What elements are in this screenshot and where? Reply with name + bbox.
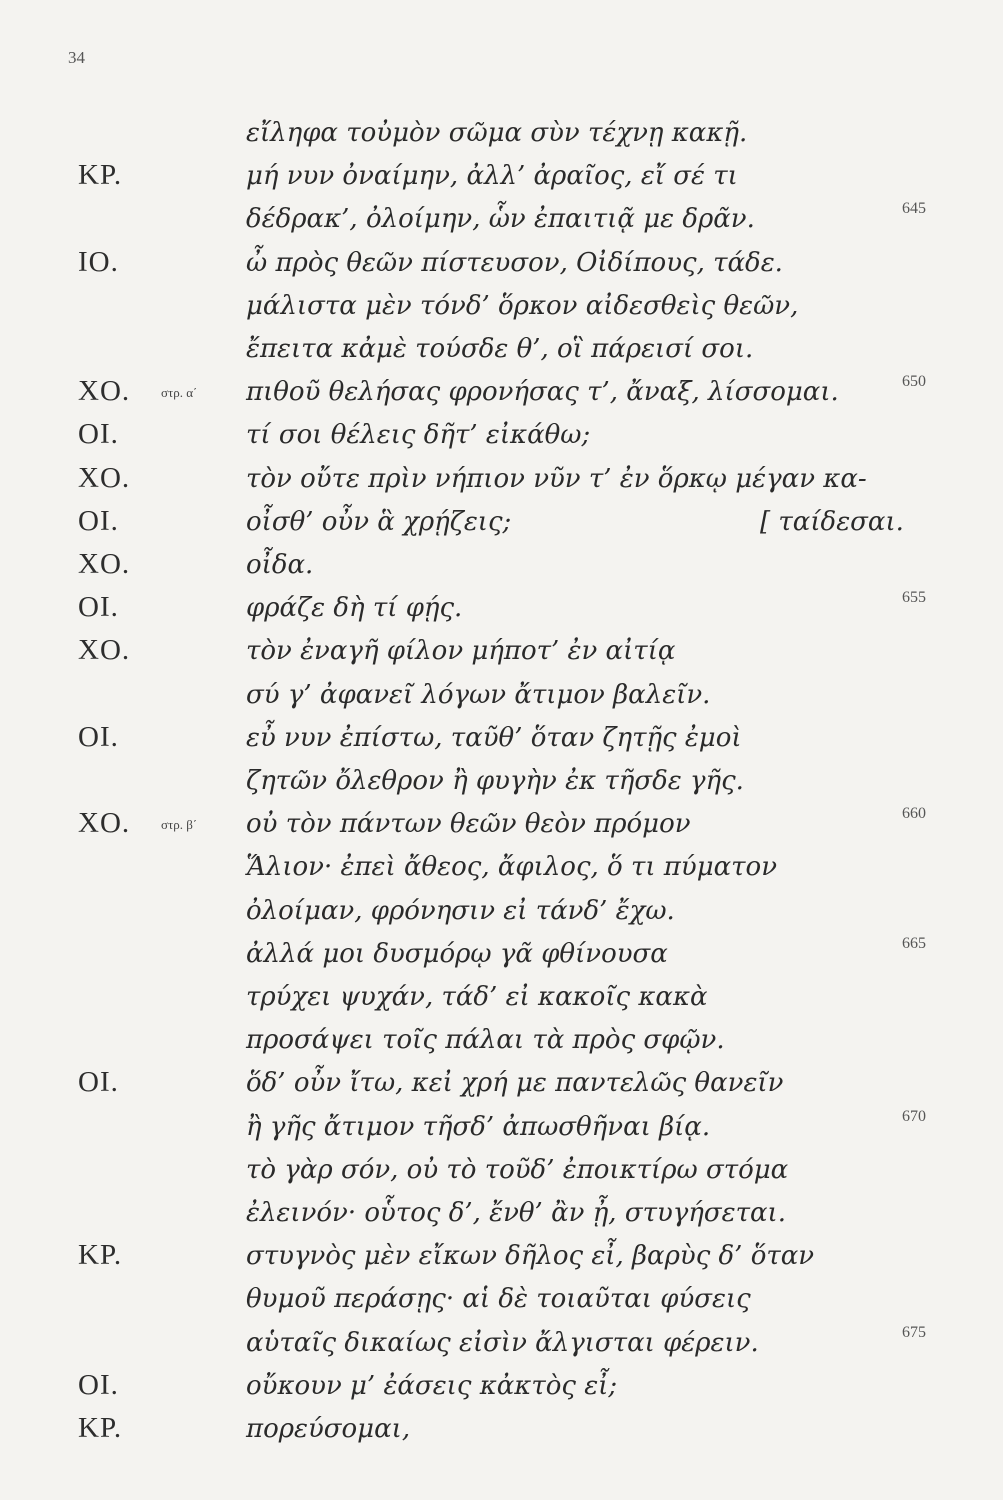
verse-line [0,1108,1003,1148]
verse-continuation: [ ταίδεσαι. [760,506,904,537]
verse-line [0,848,1003,888]
verse-line [0,373,1003,413]
verse-line [0,287,1003,327]
verse-text: πορεύσομαι, [246,1414,411,1444]
verse-text: οὐ τὸν πάντων θεῶν θεὸν πρόμον [246,809,691,840]
speaker-label: ΟΙ. [78,504,119,537]
verse-text: ἢ γῆς ἄτιμον τῆσδ’ ἀπωσθῆναι βίᾳ. [246,1111,711,1142]
verse-line [0,805,1003,845]
verse-line [0,330,1003,370]
verse-text: ὅδ’ οὖν ἴτω, κεἰ χρή με παντελῶς θανεῖν [246,1068,784,1099]
verse-line [0,460,1003,500]
strophe-marker: στρ. α΄ [161,385,198,401]
line-number: 650 [902,373,926,391]
verse-text: θυμοῦ περάσῃς· αἱ δὲ τοιαῦται φύσεις [246,1284,751,1315]
speaker-label: ΟΙ. [78,591,119,624]
verse-line [0,546,1003,586]
line-number: 660 [902,805,926,823]
verse-line [0,114,1003,154]
verse-line [0,157,1003,197]
verse-line [0,1064,1003,1104]
speaker-label: ΙΟ. [78,245,119,278]
speaker-label: ΧΟ. [78,548,131,580]
speaker-label: ΧΟ. [78,634,131,667]
verse-text: τί σοι θέλεις δῆτ’ εἰκάθω; [246,420,591,451]
verse-line [0,892,1003,932]
verse-line [0,632,1003,672]
speaker-label: ΚΡ. [78,1412,123,1444]
verse-text: στυγνὸς μὲν εἴκων δῆλος εἶ, βαρὺς δ’ ὅταν [246,1241,815,1272]
line-number: 645 [902,200,926,218]
speaker-label: ΚΡ. [78,159,123,192]
verse-text: πιθοῦ θελήσας φρονήσας τ’, ἄναξ, λίσσομαι. [246,377,839,408]
line-number: 665 [902,934,926,952]
strophe-marker: στρ. β΄ [161,817,198,833]
verse-text: τὸν οὔτε πρὶν νήπιον νῦν τ’ ἐν ὅρκῳ μέγαν κα- [246,463,867,494]
verse-text: ἐλεινόν· οὗτος δ’, ἔνθ’ ἂν ᾖ, στυγήσεται. [246,1198,786,1228]
line-number: 675 [902,1323,926,1341]
verse-line [0,1367,1003,1407]
verse-text: οἶδα. [246,550,314,580]
verse-line [0,1324,1003,1364]
verse-text: ἔπειτα κἀμὲ τούσδε θ’, οἳ πάρεισί σοι. [246,334,754,364]
verse-line [0,200,1003,240]
speaker-label: ΟΙ. [78,720,119,753]
verse-text: ζητῶν ὄλεθρον ἢ φυγὴν ἐκ τῆσδε γῆς. [246,766,744,796]
verse-line [0,1151,1003,1191]
verse-line [0,1410,1003,1450]
verse-text: φράζε δὴ τί φῄς. [246,593,463,624]
verse-text: εἴληφα τοὐμὸν σῶμα σὺν τέχνῃ κακῇ. [246,118,748,148]
speaker-label: ΧΟ. [78,807,131,840]
line-number: 655 [902,589,926,607]
verse-text: αὑταῖς δικαίως εἰσὶν ἄλγισται φέρειν. [246,1327,759,1358]
verse-line [0,719,1003,759]
verse-text: ἀλλά μοι δυσμόρῳ γᾶ φθίνουσα [246,938,668,969]
verse-text: ὦ πρὸς θεῶν πίστευσον, Οἰδίπους, τάδε. [246,247,783,278]
line-number: 670 [902,1107,926,1125]
verse-text: δέδρακ’, ὀλοίμην, ὧν ἐπαιτιᾷ με δρᾶν. [246,204,755,235]
verse-line [0,978,1003,1018]
verse-text: Ἅλιον· ἐπεὶ ἄθεος, ἄφιλος, ὅ τι πύματον [246,852,777,883]
verse-line [0,503,1003,543]
verse-line [0,1194,1003,1234]
verse-text: οἶσθ’ οὖν ἃ χρῄζεις; [246,506,512,537]
speaker-label: ΟΙ. [78,1368,119,1401]
verse-line [0,676,1003,716]
verse-text: μή νυν ὀναίμην, ἀλλ’ ἀραῖος, εἴ σέ τι [246,161,738,192]
speaker-label: ΧΟ. [78,461,131,494]
verse-line [0,1021,1003,1061]
verse-line [0,1237,1003,1277]
speaker-label: ΚΡ. [78,1239,123,1272]
verse-line [0,1280,1003,1320]
verse-line [0,935,1003,975]
page-number: 34 [68,48,85,67]
verse-text: προσάψει τοῖς πάλαι τὰ πρὸς σφῷν. [246,1025,725,1056]
speaker-label: ΟΙ. [78,1066,119,1099]
verse-text: τρύχει ψυχάν, τάδ’ εἰ κακοῖς κακὰ [246,982,708,1012]
speaker-label: ΟΙ. [78,418,119,451]
verse-text: μάλιστα μὲν τόνδ’ ὅρκον αἰδεσθεὶς θεῶν, [246,290,799,321]
verse-line [0,244,1003,284]
speaker-label: ΧΟ. [78,375,131,408]
verse-line [0,762,1003,802]
verse-line [0,589,1003,629]
verse-text: εὖ νυν ἐπίστω, ταῦθ’ ὅταν ζητῇς ἐμοὶ [246,722,742,753]
verse-text: οὔκουν μ’ ἐάσεις κἀκτὸς εἶ; [246,1370,618,1401]
verse-text: σύ γ’ ἀφανεῖ λόγων ἄτιμον βαλεῖν. [246,679,711,710]
verse-text: τὸ γὰρ σόν, οὐ τὸ τοῦδ’ ἐποικτίρω στόμα [246,1154,789,1185]
verse-text: ὀλοίμαν, φρόνησιν εἰ τάνδ’ ἔχω. [246,895,675,926]
verse-text: τὸν ἐναγῆ φίλον μήποτ’ ἐν αἰτίᾳ [246,636,676,667]
verse-line [0,416,1003,456]
